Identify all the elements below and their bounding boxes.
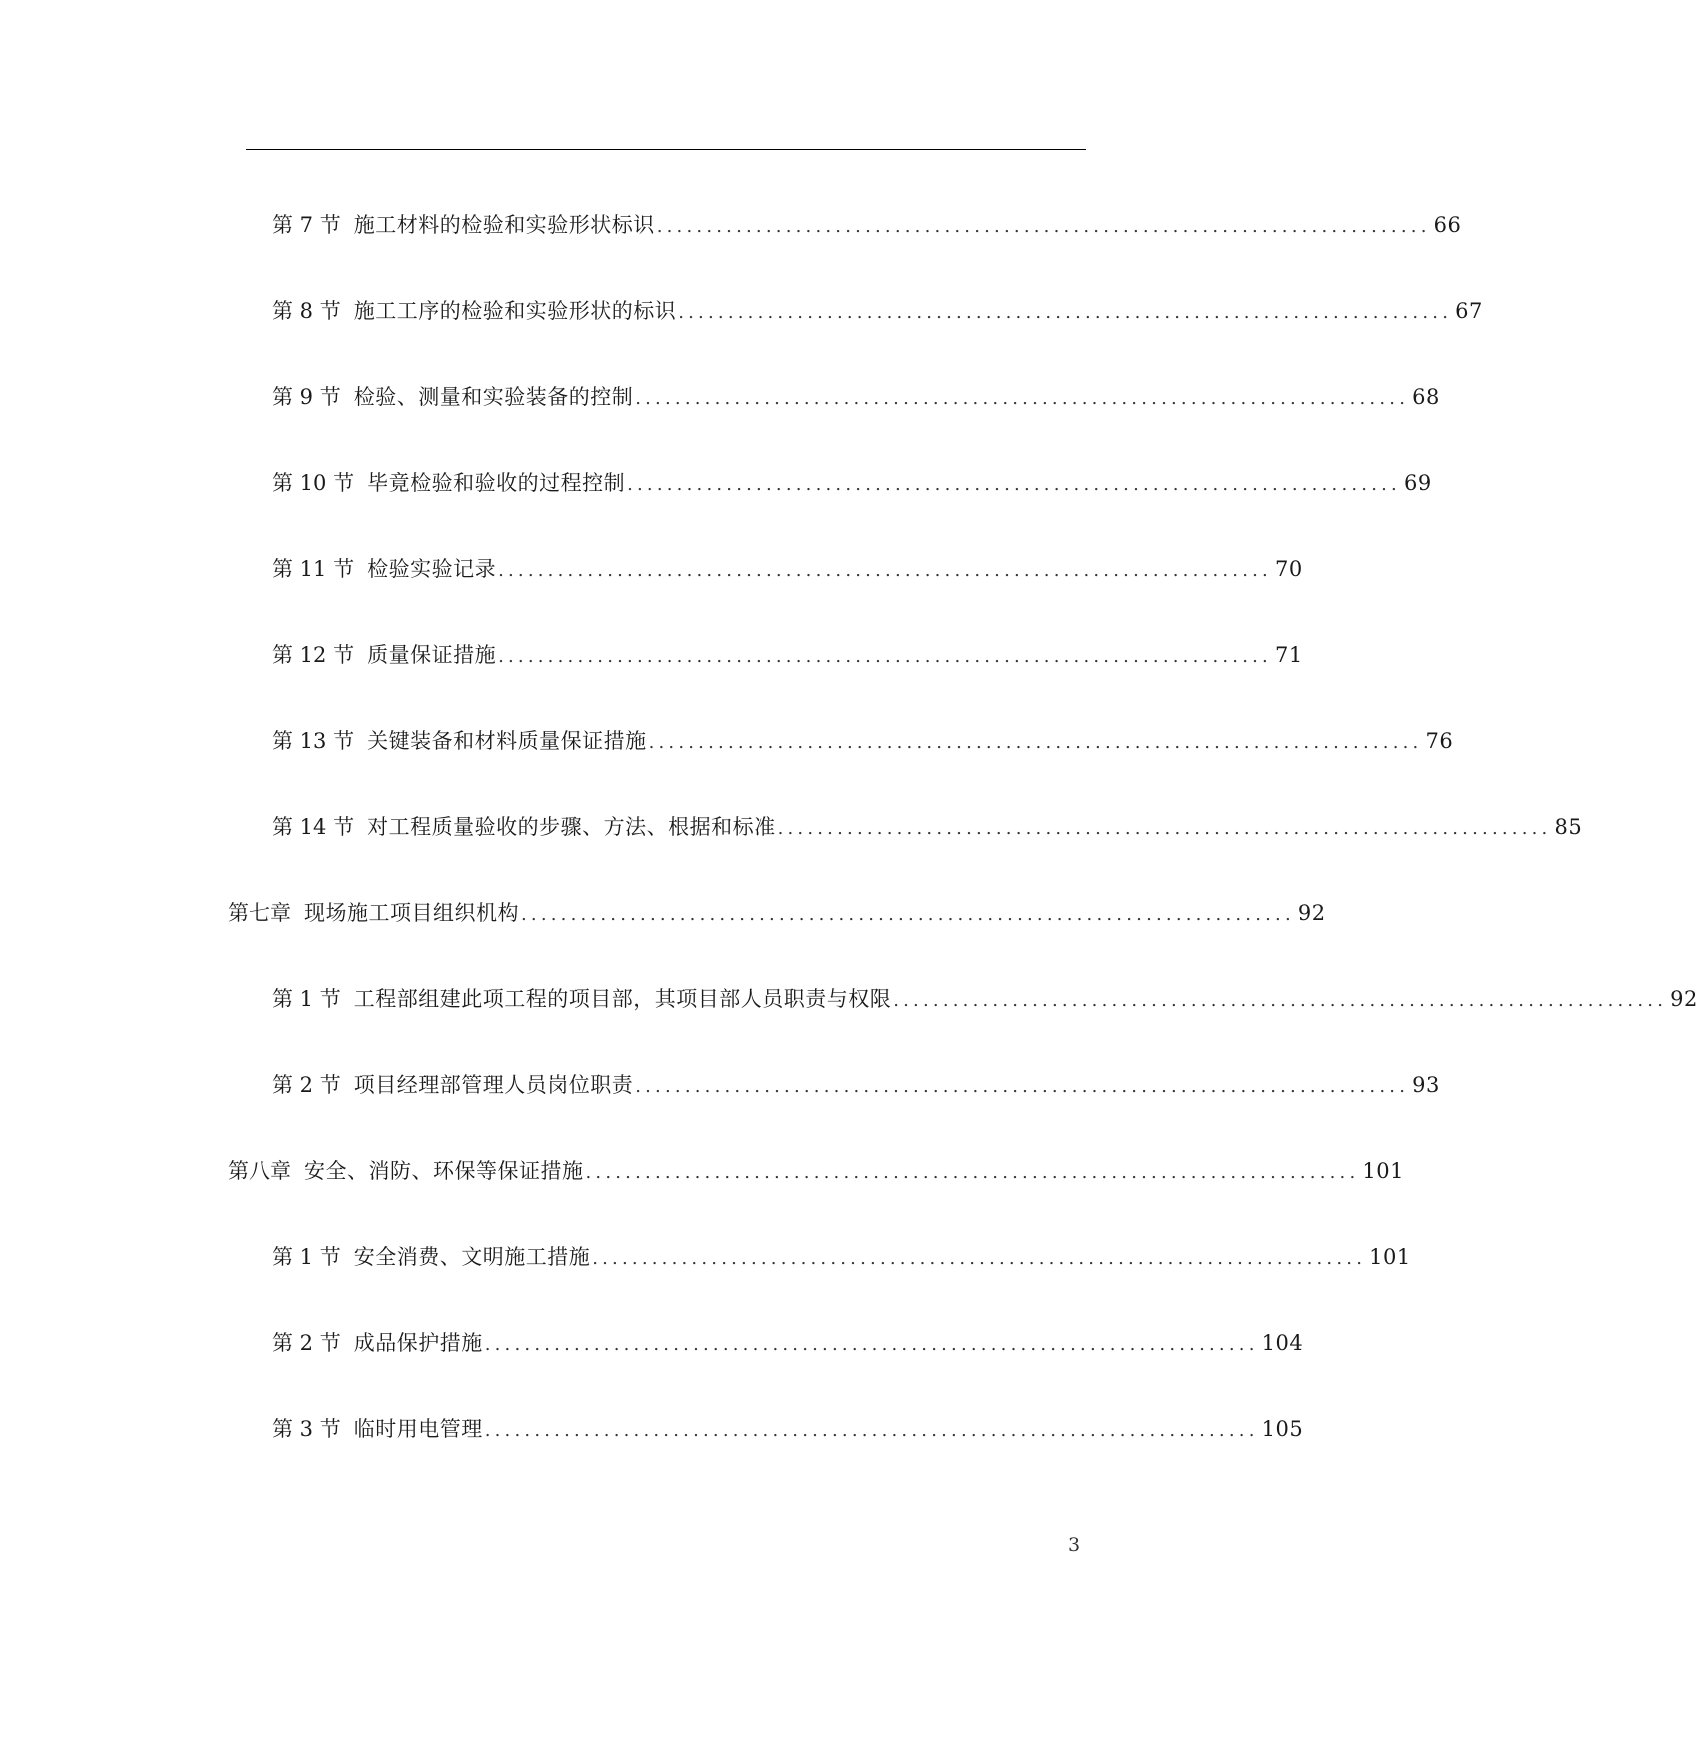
toc-entry[interactable] (272, 1242, 1411, 1274)
toc-leader-dots: .............................................................................. (498, 560, 1272, 581)
toc-leader-dots: .............................................................................. (484, 1334, 1259, 1355)
toc-entry-number: 第 9 节 (272, 385, 341, 409)
toc-entry[interactable] (272, 296, 1483, 328)
toc-entry-page: 92 (1670, 987, 1698, 1011)
toc-entry-number: 第 11 节 (272, 557, 355, 581)
toc-entry-title: 临时用电管理 (353, 1417, 483, 1441)
toc-leader-dots: .............................................................................. (777, 818, 1552, 839)
toc-leader-dots: .............................................................................. (648, 732, 1423, 753)
toc-entry-title: 质量保证措施 (367, 643, 497, 667)
toc-entry-number: 第 2 节 (272, 1331, 341, 1355)
toc-entry-page: 68 (1412, 385, 1440, 409)
toc-leader-dots: .............................................................................. (678, 302, 1453, 323)
toc-entry-number: 第 12 节 (272, 643, 355, 667)
toc-entry-number: 第 13 节 (272, 729, 355, 753)
toc-entry-title: 项目经理部管理人员岗位职责 (353, 1073, 634, 1097)
toc-entry[interactable] (272, 382, 1440, 414)
toc-entry-title: 安全消费、文明施工措施 (353, 1245, 591, 1269)
toc-entry[interactable] (272, 554, 1303, 586)
toc-entry-title: 关键装备和材料质量保证措施 (367, 729, 647, 753)
toc-chapter-entry[interactable] (228, 898, 1326, 930)
toc-entry[interactable] (272, 210, 1462, 242)
toc-leader-dots: .............................................................................. (627, 474, 1401, 495)
toc-entry-page: 76 (1425, 729, 1454, 753)
toc-entry[interactable] (272, 640, 1303, 672)
toc-entry[interactable] (272, 812, 1583, 844)
toc-entry-title: 施工材料的检验和实验形状标识 (353, 213, 655, 237)
toc-entry-number: 第 3 节 (272, 1417, 341, 1441)
toc-entry-number: 第 10 节 (272, 471, 355, 495)
toc-leader-dots: .............................................................................. (585, 1162, 1360, 1183)
toc-entry-page: 93 (1412, 1073, 1440, 1097)
toc-entry-page: 101 (1369, 1245, 1411, 1269)
toc-entry-title: 施工工序的检验和实验形状的标识 (353, 299, 677, 323)
toc-entry-number: 第 14 节 (272, 815, 355, 839)
toc-entry-page: 101 (1362, 1159, 1404, 1183)
toc-entry-title: 毕竟检验和验收的过程控制 (367, 471, 626, 495)
toc-leader-dots: .............................................................................. (635, 1076, 1410, 1097)
toc-leader-dots: .............................................................................. (484, 1420, 1259, 1441)
toc-entry[interactable] (272, 1070, 1440, 1102)
toc-entry-number: 第七章 (228, 901, 291, 925)
toc-entry-title: 安全、消防、环保等保证措施 (304, 1159, 584, 1183)
page-number: 3 (1068, 1534, 1081, 1556)
toc-entry-page: 70 (1274, 557, 1303, 581)
toc-entry-title: 成品保护措施 (353, 1331, 483, 1355)
toc-entry-page: 69 (1403, 471, 1432, 495)
toc-entry-number: 第 7 节 (272, 213, 341, 237)
toc-entry-number: 第 2 节 (272, 1073, 341, 1097)
toc-entry-page: 71 (1274, 643, 1303, 667)
toc-entry[interactable] (272, 1414, 1304, 1446)
toc-entry-page: 66 (1433, 213, 1462, 237)
toc-leader-dots: .............................................................................. (592, 1248, 1367, 1269)
toc-entry-title: 检验实验记录 (367, 557, 497, 581)
toc-entry[interactable] (272, 468, 1432, 500)
toc-entry[interactable] (272, 984, 1698, 1016)
toc-leader-dots: .............................................................................. (498, 646, 1272, 667)
toc-entry-title: 现场施工项目组织机构 (304, 901, 519, 925)
toc-entry-page: 67 (1455, 299, 1483, 323)
toc-entry-number: 第八章 (228, 1159, 291, 1183)
toc-leader-dots: .............................................................................. (635, 388, 1410, 409)
toc-entry-title: 检验、测量和实验装备的控制 (353, 385, 634, 409)
toc-entry-page: 105 (1261, 1417, 1304, 1441)
toc-leader-dots: .............................................................................. (521, 904, 1295, 925)
toc-entry-page: 104 (1261, 1331, 1304, 1355)
toc-entry-title: 对工程质量验收的步骤、方法、根据和标准 (367, 815, 776, 839)
toc-chapter-entry[interactable] (228, 1156, 1404, 1188)
toc-entry-title: 工程部组建此项工程的项目部，其项目部人员职责与权限 (353, 987, 892, 1011)
toc-leader-dots: .............................................................................. (656, 216, 1431, 237)
toc-entry-page: 92 (1297, 901, 1326, 925)
toc-leader-dots: .............................................................................. (893, 990, 1668, 1011)
toc-entry-number: 第 8 节 (272, 299, 341, 323)
toc-entry[interactable] (272, 1328, 1304, 1360)
toc-entry[interactable] (272, 726, 1454, 758)
toc-entry-number: 第 1 节 (272, 1245, 341, 1269)
toc-entry-number: 第 1 节 (272, 987, 341, 1011)
toc-entry-page: 85 (1554, 815, 1583, 839)
